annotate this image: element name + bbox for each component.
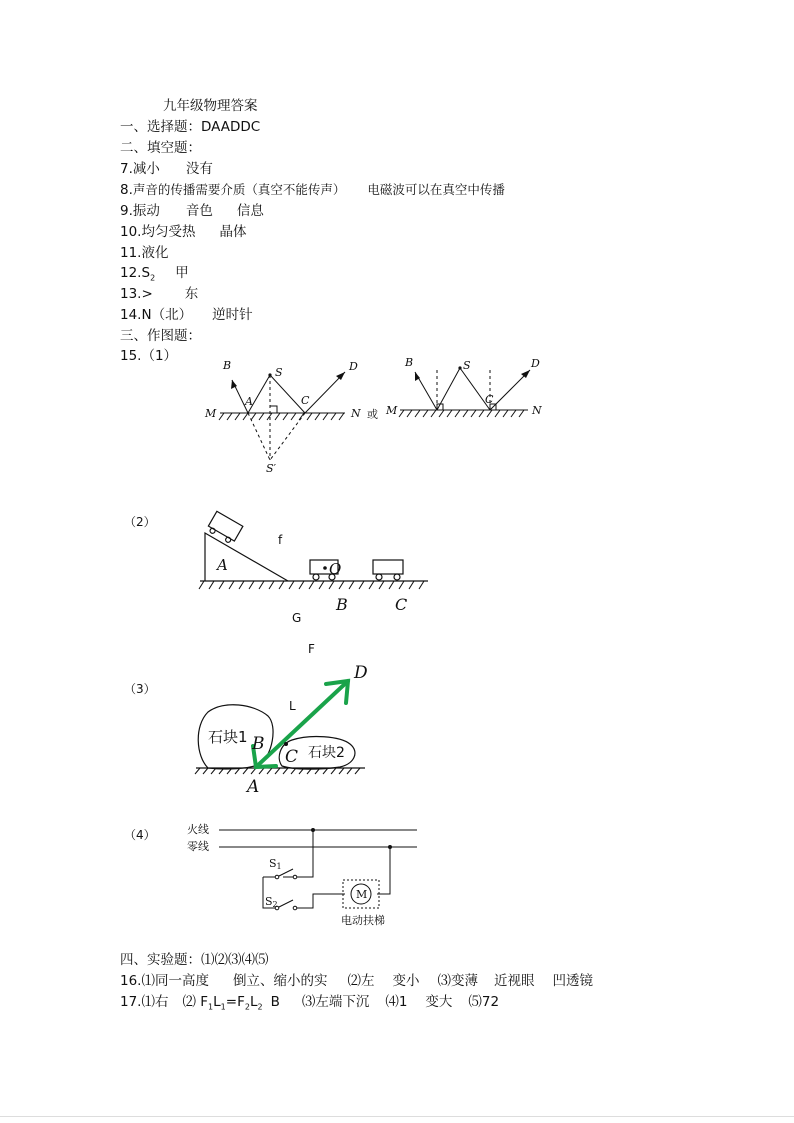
answer-part: 均匀受热 [141, 224, 196, 240]
label-L: L [289, 699, 296, 713]
q-number: 8. [120, 182, 133, 198]
answer-part: > [141, 286, 153, 302]
q15-label-4: （4） [124, 828, 156, 842]
q-number: 14. [120, 307, 142, 323]
answer-q16 [120, 972, 593, 990]
answer-part: 变大 [425, 994, 453, 1010]
label-rock2: 石块2 [308, 745, 345, 761]
label-D: D [349, 360, 358, 373]
label-s2: S2 [265, 895, 278, 909]
answer-part: ⑷1 [385, 994, 408, 1010]
answer-part: 信息 [236, 203, 264, 219]
block-C [373, 560, 403, 580]
label-S: S [275, 366, 283, 379]
label-B: B [405, 356, 414, 369]
page-bottom-edge [0, 1116, 794, 1117]
label-neutral-wire: 零线 [187, 840, 209, 853]
answer-part: S [141, 265, 151, 281]
ray-incident [437, 368, 460, 410]
reflection-diagram [0, 0, 794, 500]
section-exp-title: 四、实验题：⑴⑵⑶⑷⑸ [120, 952, 269, 968]
answer-part: 声音的传播需要介质（真空不能传声） [132, 182, 346, 197]
label-B: B [252, 734, 265, 754]
circuit-diagram [185, 820, 425, 930]
answer-part: 电磁波可以在真空中传播 [367, 182, 505, 197]
q-number: 7. [120, 161, 133, 177]
answer-part: 没有 [185, 161, 213, 177]
answer-part: ⑶左端下沉 [301, 994, 370, 1010]
right-angle-mark [270, 406, 277, 413]
virtual-ray [248, 413, 270, 460]
label-C: C [285, 747, 299, 767]
label-A: A [247, 777, 260, 797]
label-B: B [223, 359, 232, 372]
point-O [323, 566, 327, 570]
label-F: F [308, 642, 315, 656]
answer-part: 变小 [392, 973, 420, 989]
answer-part: ⑸72 [468, 994, 500, 1010]
wire [283, 830, 313, 877]
answer-part: 液化 [141, 245, 169, 261]
label-D: D [531, 357, 540, 370]
answer-part: ⑵左 [347, 973, 375, 989]
answer-part: ⑴右 [141, 994, 169, 1010]
answer-part: 东 [184, 286, 199, 302]
answer-part: N（北） [141, 307, 193, 323]
junction-dot [388, 845, 392, 849]
ground-hatch [199, 581, 424, 589]
answer-part: 振动 [132, 203, 160, 219]
answer-part: 倒立、缩小的实 [232, 973, 328, 989]
answer-part: ⑴同一高度 [141, 973, 209, 989]
ray-incident [270, 375, 305, 413]
q-number: 10. [120, 224, 142, 240]
answer-q17 [120, 993, 499, 1017]
q-number: 13. [120, 286, 142, 302]
answer-part: 近视眼 [493, 973, 535, 989]
page-title: 九年级物理答案 [163, 98, 258, 114]
q-number: 17. [120, 994, 142, 1010]
answer-part: 甲 [175, 265, 189, 281]
q-number: 12. [120, 265, 142, 281]
answer-part: B [270, 994, 280, 1010]
switch-s2 [277, 900, 293, 908]
q15-label-1: 15.（1） [120, 348, 178, 364]
label-or: 或 [367, 408, 378, 421]
answer-part: ⑵ $F_1L_1=F_2L_2$ [182, 994, 263, 1012]
label-G: G [292, 611, 302, 625]
q-number: 9. [120, 203, 133, 219]
label-motor: M [356, 888, 368, 901]
point-S [458, 366, 461, 369]
point-S [268, 373, 271, 376]
label-A: A [245, 395, 253, 408]
label-C: C [301, 394, 310, 407]
label-f: f [278, 533, 283, 547]
mirror-hatch [219, 413, 344, 420]
label-O: O [329, 560, 342, 578]
point-C [284, 742, 288, 746]
label-B: B [336, 595, 348, 614]
wire [295, 894, 345, 908]
label-s1: S1 [269, 857, 282, 871]
label-N: N [351, 407, 361, 420]
subscript: 2 [150, 273, 156, 283]
section-choice: 一、选择题：DAADDC [120, 119, 261, 135]
label-escalator: 电动扶梯 [341, 914, 385, 927]
label-M: M [205, 407, 217, 420]
block-on-incline [206, 511, 243, 545]
q15-label-2: （2） [124, 515, 156, 529]
q15-label-3: （3） [124, 682, 156, 696]
label-S-prime: S′ [266, 462, 277, 475]
label-S: S [463, 359, 471, 372]
q-number: 16. [120, 973, 142, 989]
section-fill-title: 二、填空题： [120, 140, 201, 156]
label-A: A [217, 556, 228, 574]
label-M: M [386, 404, 398, 417]
answer-part: 逆时针 [212, 307, 253, 323]
label-C: C [485, 393, 494, 406]
label-D: D [354, 663, 368, 683]
q-number: 11. [120, 245, 142, 261]
answer-part: 音色 [185, 203, 213, 219]
answer-part: ⑶变薄 [437, 973, 478, 989]
incline-diagram [190, 505, 450, 625]
lever-rock-diagram [190, 660, 390, 800]
label-rock1: 石块1 [208, 728, 248, 746]
answer-part: 减小 [132, 161, 160, 177]
label-C: C [395, 595, 408, 614]
wire [377, 847, 390, 894]
mirror-hatch [399, 410, 524, 417]
answer-part: 凹透镜 [552, 973, 593, 989]
label-live-wire: 火线 [187, 823, 209, 836]
answer-part: 晶体 [219, 224, 247, 240]
junction-dot [311, 828, 315, 832]
section-drawing-title: 三、作图题： [120, 328, 201, 344]
arrowhead [336, 372, 345, 380]
label-N: N [532, 404, 542, 417]
arrowhead [521, 370, 530, 378]
